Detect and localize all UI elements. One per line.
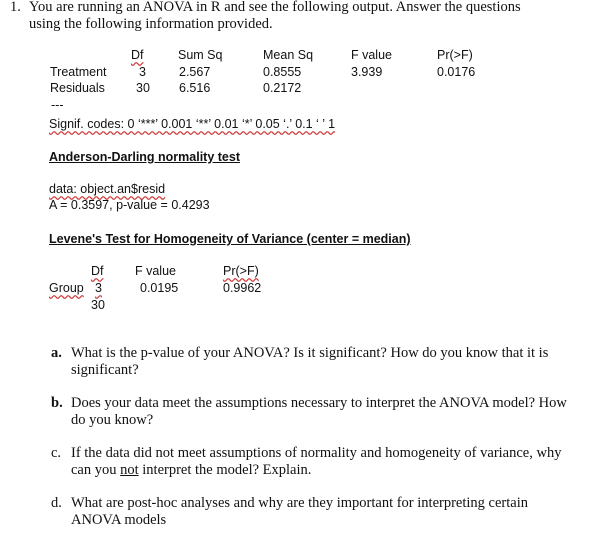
anova-header-f-value: F value <box>351 48 392 62</box>
anova-row-label: Residuals <box>50 81 105 95</box>
question-number: 1. <box>10 0 21 15</box>
anova-row-df: 30 <box>136 81 150 95</box>
anova-row-f-value: 3.939 <box>351 65 383 79</box>
anova-row-df: 3 <box>139 65 146 79</box>
sub-question-line1: Does your data meet the assumptions necessary to interpret the ANOVA model? How <box>71 395 567 411</box>
signif-codes: Signif. codes: 0 ‘***’ 0.001 ‘**’ 0.01 ‘*’ 0.05 ‘.’ 0.1 ‘ ’ 1 <box>49 117 336 131</box>
sub-question-letter: c. <box>51 445 62 461</box>
sub-question-letter: a. <box>51 345 62 361</box>
anova-row-mean-sq: 0.2172 <box>263 81 302 95</box>
sub-question-letter: b. <box>51 395 63 411</box>
ad-test-data-line: data: object.an$resid <box>49 182 166 196</box>
levene-resid-df: 30 <box>91 298 105 312</box>
sub-question-line2-post: interpret the model? Explain. <box>138 462 312 478</box>
levene-header-df: Df <box>91 264 104 278</box>
anova-row-sum-sq: 6.516 <box>179 81 211 95</box>
question-text-line2: using the following information provided. <box>29 16 273 32</box>
levene-group-label: Group <box>49 281 84 295</box>
sub-question-line2: significant? <box>71 362 139 378</box>
ad-test-result: A = 0.3597, p-value = 0.4293 <box>49 198 210 212</box>
sub-question-letter: d. <box>51 495 62 511</box>
sub-question-not-emphasis: not <box>120 462 139 478</box>
sub-question-line2 <box>71 462 311 479</box>
sub-question-line2: ANOVA models <box>71 512 167 528</box>
anova-header-sum-sq: Sum Sq <box>178 48 223 62</box>
ad-test-title: Anderson-Darling normality test <box>49 150 240 164</box>
anova-row-sum-sq: 2.567 <box>179 65 211 79</box>
anova-row-p-value: 0.0176 <box>437 65 476 79</box>
sub-question-line2-pre: can you <box>71 462 121 478</box>
sub-question-line2: do you know? <box>71 412 154 428</box>
levene-header-f-value: F value <box>135 264 176 278</box>
sub-question-line1: If the data did not meet assumptions of normality and homogeneity of variance, why <box>71 445 562 461</box>
levene-test-title: Levene's Test for Homogeneity of Variance (center = median) <box>49 232 411 246</box>
levene-f-value: 0.0195 <box>140 281 179 295</box>
levene-group-df: 3 <box>95 281 102 295</box>
levene-p-value: 0.9962 <box>223 281 262 295</box>
levene-header-p-value: Pr(>F) <box>223 264 259 278</box>
sub-question-line1: What are post-hoc analyses and why are they important for interpreting certain <box>71 495 528 511</box>
anova-row-label: Treatment <box>50 65 107 79</box>
separator-dashes: --- <box>51 98 64 112</box>
anova-header-mean-sq: Mean Sq <box>263 48 314 62</box>
sub-question-line1: What is the p-value of your ANOVA? Is it significant? How do you know that it is <box>71 345 549 361</box>
anova-header-p-value: Pr(>F) <box>437 48 473 62</box>
anova-row-mean-sq: 0.8555 <box>263 65 302 79</box>
anova-header-df: Df <box>131 48 144 62</box>
question-text-line1: You are running an ANOVA in R and see the following output. Answer the questions <box>29 0 521 15</box>
